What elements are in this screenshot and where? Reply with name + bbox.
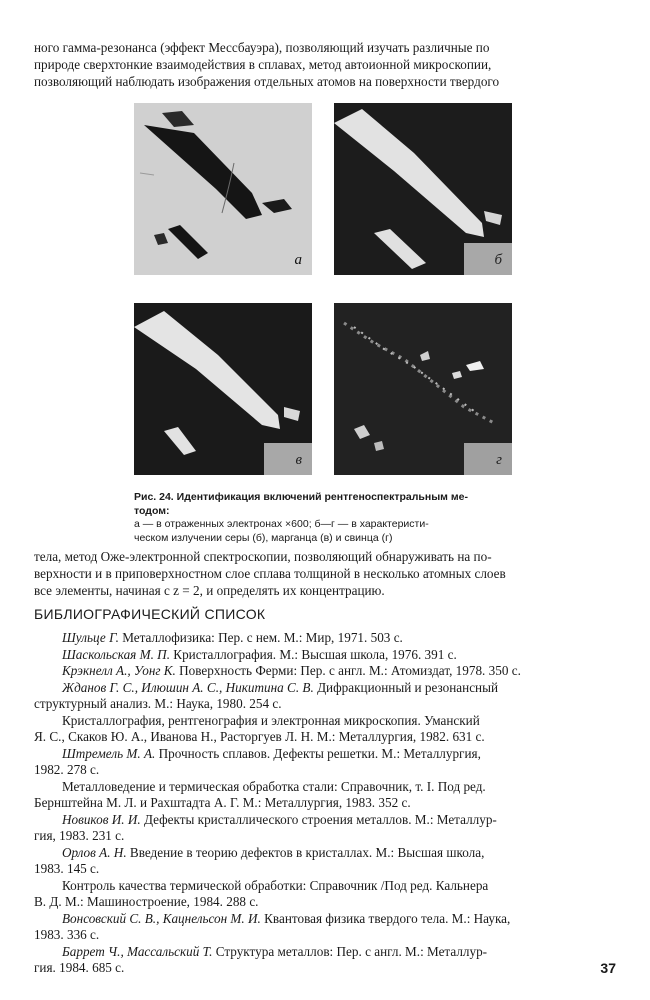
entry-line [34, 894, 616, 911]
entry-text: Дифракционный и резонансный [313, 679, 499, 695]
entry-text: Кристаллография, рентгенография и электронная микроскопия. Уманский [62, 712, 480, 728]
entry-author: Новиков И. И. [62, 811, 141, 827]
text-line: позволяющий наблюдать изображения отдельных атомов на поверхности твердого [34, 73, 500, 89]
top-paragraph [34, 40, 616, 90]
entry-line [34, 812, 616, 829]
bibliography-entry [34, 779, 616, 812]
entry-text: Контроль качества термической обработки: Справочник /Под ред. Кальнера [62, 877, 489, 893]
micrograph-d-image [334, 303, 512, 475]
entry-text: 1983. 336 с. [34, 927, 100, 942]
bibliography-entry [34, 680, 616, 713]
micrograph-panel-d [334, 303, 512, 475]
entry-text: Металловедение и термическая обработка стали: Справочник, т. I. Под ред. [62, 778, 486, 794]
entry-text: гия. 1984. 685 с. [34, 960, 125, 975]
middle-paragraph [34, 549, 616, 599]
entry-text: Кристаллография. М.: Высшая школа, 1976. 391 с. [170, 646, 457, 662]
text-line: ного гамма-резонанса (эффект Мессбауэра), позволяющий изучать различные по [34, 40, 490, 55]
entry-author: Шульце Г. [62, 630, 119, 645]
entry-text: Квантовая физика твердого тела. М.: Наука, [260, 910, 511, 926]
entry-text: В. Д. М.: Машиностроение, 1984. 288 с. [34, 894, 259, 909]
bibliography-entry [34, 713, 616, 746]
entry-line [34, 696, 616, 713]
bibliography-entry [34, 845, 616, 878]
entry-author: Шаскольская М. П. [62, 646, 170, 662]
bibliography-heading: БИБЛИОГРАФИЧЕСКИЙ СПИСОК [34, 606, 266, 622]
entry-text: Структура металлов: Пер. с англ. М.: Металлур- [212, 943, 488, 959]
entry-text: Я. С., Скаков Ю. А., Иванова Н., Расторгуев Л. Н. М.: Металлургия, 1982. 631 с. [34, 729, 485, 744]
entry-line [34, 713, 616, 730]
entry-text: гия, 1983. 231 с. [34, 828, 125, 843]
micrograph-panel-a [134, 103, 312, 275]
entry-line [34, 663, 616, 680]
entry-line [34, 911, 616, 928]
entry-line [34, 729, 616, 746]
entry-line [34, 762, 616, 779]
page-number: 37 [600, 960, 616, 976]
entry-line [34, 861, 616, 878]
entry-line [34, 647, 616, 664]
micrograph-panel-c [134, 303, 312, 475]
entry-author: Орлов А. Н. [62, 844, 127, 860]
entry-author: Вонсовский С. В., Кацнельсон М. И. [62, 910, 261, 926]
entry-text: 1982. 278 с. [34, 762, 100, 777]
bibliography-entry [34, 663, 616, 680]
entry-line [34, 680, 616, 697]
entry-author: Штремель М. А. [62, 745, 156, 761]
entry-text: структурный анализ. М.: Наука, 1980. 254 с. [34, 696, 282, 711]
entry-line [34, 630, 616, 647]
entry-line [34, 746, 616, 763]
bibliography-entry [34, 911, 616, 944]
text-line: тела, метод Оже-электронной спектроскопии, позволяющий обнаруживать на по- [34, 549, 492, 564]
entry-text: 1983. 145 с. [34, 861, 100, 876]
micrograph-b-image [334, 103, 512, 275]
bibliography-entry [34, 630, 616, 647]
panel-label: г [496, 452, 502, 468]
bibliography-entry [34, 746, 616, 779]
figure-24 [134, 103, 520, 483]
figure-caption [134, 491, 534, 545]
entry-text: Бернштейна М. Л. и Рахштадта А. Г. М.: Металлургия, 1983. 352 с. [34, 795, 411, 810]
micrograph-a-image [134, 103, 312, 275]
panel-label: в [295, 452, 302, 468]
text-line: природе сверхтонкие взаимодействия в сплавах, метод автоионной микроскопии, [34, 56, 492, 72]
panel-label: б [494, 252, 502, 268]
bibliography-list [34, 630, 616, 977]
panel-label: а [294, 252, 302, 268]
entry-line [34, 960, 616, 977]
caption-line: Рис. 24. Идентификация включений рентгеноспектральным ме- [134, 491, 468, 503]
bibliography-entry [34, 878, 616, 911]
bibliography-entry [34, 944, 616, 977]
entry-author: Крэкнелл А., Уонг К. [62, 663, 176, 678]
entry-text: Металлофизика: Пер. с нем. М.: Мир, 1971. 503 с. [118, 630, 403, 645]
entry-line [34, 878, 616, 895]
entry-text: Поверхность Ферми: Пер. с англ. М.: Атомиздат, 1978. 350 с. [175, 663, 521, 678]
micrograph-c-image [134, 303, 312, 475]
entry-line [34, 944, 616, 961]
entry-line [34, 927, 616, 944]
caption-line: а — в отраженных электронах ×600; б—г — в характеристи- [134, 518, 429, 530]
entry-text: Прочность сплавов. Дефекты решетки. М.: Металлургия, [155, 745, 481, 761]
text-line: верхности и в приповерхностном слое сплава толщиной в несколько атомных слоев [34, 565, 506, 581]
entry-text: Введение в теорию дефектов в кристаллах. М.: Высшая школа, [126, 844, 485, 860]
entry-line [34, 795, 616, 812]
entry-author: Жданов Г. С., Илюшин А. С., Никитина С. В. [62, 679, 314, 695]
entry-line [34, 779, 616, 796]
caption-line: ческом излучении серы (б), марганца (в) и свинца (г) [134, 531, 393, 544]
entry-line [34, 828, 616, 845]
entry-text: Дефекты кристаллического строения металлов. М.: Металлур- [140, 811, 497, 827]
entry-line [34, 845, 616, 862]
caption-line: тодом: [134, 504, 170, 517]
entry-author: Баррет Ч., Массальский Т. [62, 943, 213, 959]
bibliography-entry [34, 647, 616, 664]
micrograph-panel-b [334, 103, 512, 275]
bibliography-entry [34, 812, 616, 845]
text-line: все элементы, начиная с z = 2, и определять их концентрацию. [34, 582, 385, 598]
